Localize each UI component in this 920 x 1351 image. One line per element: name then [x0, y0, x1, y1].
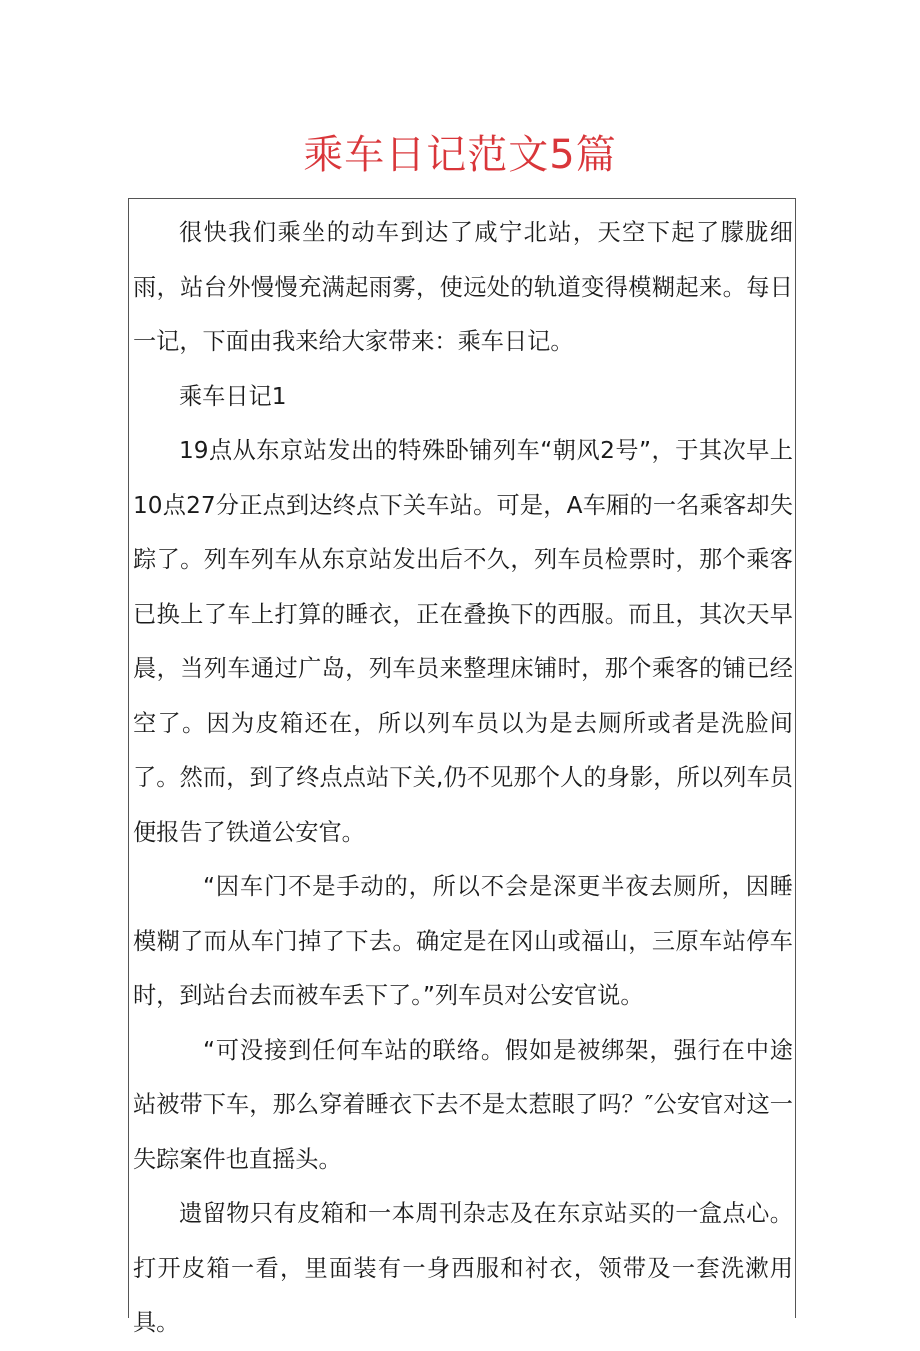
quote-paragraph: “可没接到任何车站的联络。假如是被绑架，强行在中途站被带下车，那么穿着睡衣下去不是太惹眼了吗？″公安官对这一失踪案件也直摇头。: [133, 1036, 793, 1173]
document-body: [133, 206, 793, 1351]
body-paragraph: 遗留物只有皮箱和一本周刊杂志及在东京站买的一盒点心。打开皮箱一看，里面装有一身西服和衬衣，领带及一套洗漱用具。: [133, 1200, 793, 1336]
quote-paragraph: “因车门不是手动的，所以不会是深更半夜去厕所，因睡模糊了而从车门掉了下去。确定是在冈山或福山，三原车站停车时，到站台去而被车丢下了。”列车员对公安官说。: [133, 873, 793, 1009]
section-heading: 乘车日记1: [179, 382, 287, 410]
document-title: 乘车日记范文5篇: [303, 132, 617, 178]
intro-paragraph: 很快我们乘坐的动车到达了咸宁北站，天空下起了朦胧细雨，站台外慢慢充满起雨雾，使远处的轨道变得模糊起来。每日一记，下面由我来给大家带来：乘车日记。: [133, 219, 793, 355]
body-paragraph: 19点从东京站发出的特殊卧铺列车“朝风2号”，于其次早上10点27分正点到达终点下关车站。可是，A车厢的一名乘客却失踪了。列车列车从东京站发出后不久，列车员检票时，那个乘客已换上了车上打算的睡衣，正在叠换下的西服。而且，其次天早晨，当列车通过广岛，列车员来整理床铺时，那个乘客的铺已经空了。因为皮箱还在，所以列车员以为是去厕所或者是洗脸间了。然而，到了终点点站下关,仍不见那个人的身影，所以列车员便报告了铁道公安官。: [133, 437, 793, 846]
